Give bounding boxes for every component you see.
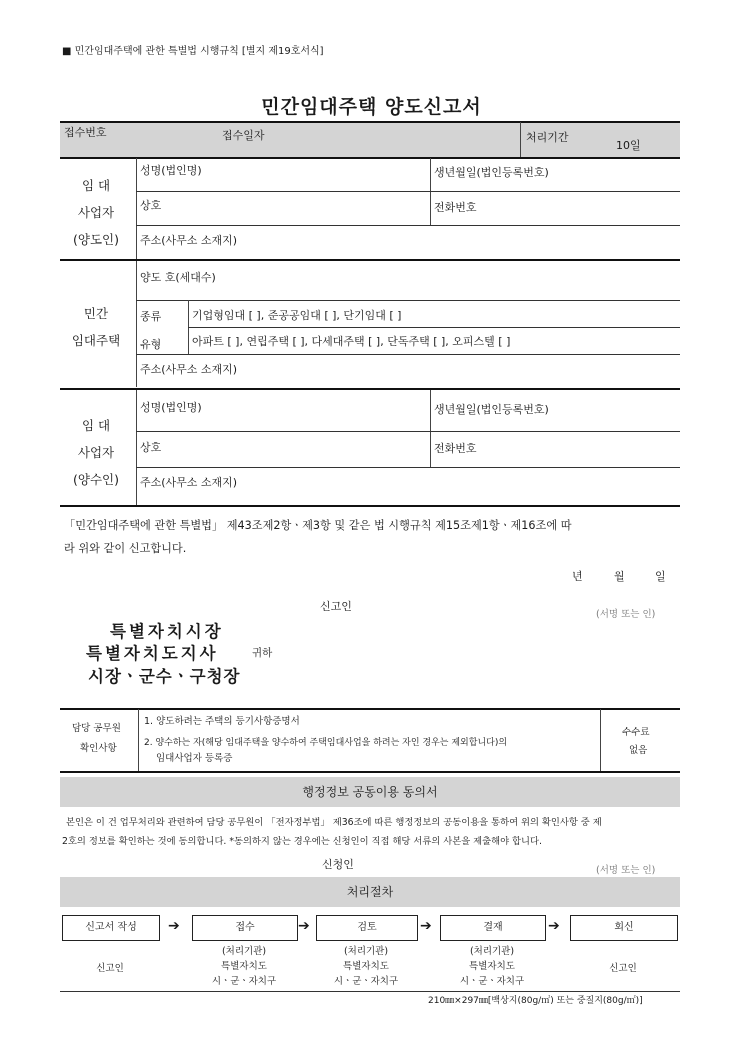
verification-item-2-cont: 임대사업자 등록증	[156, 753, 233, 764]
verification-label-1: 담당 공무원	[72, 723, 121, 734]
transferor-group-label	[60, 172, 132, 253]
transferee-row-rule-2	[136, 467, 680, 468]
actor-line: 신고인	[96, 963, 124, 974]
consent-line-2: 2호의 정보를 확인하는 것에 동의합니다. *동의하지 않는 경우에는 신청인이 직접 해당 서류의 사본을 제출해야 합니다.	[62, 836, 542, 847]
verification-label-2: 확인사항	[80, 743, 117, 754]
procedure-title: 처리절차	[60, 877, 680, 907]
receipt-band	[60, 122, 680, 158]
housing-form-options: 아파트 [ ], 연립주택 [ ], 다세대주택 [ ], 단독주택 [ ], 오피스텔 [ ]	[192, 335, 511, 348]
actor-line: 시ㆍ군ㆍ자치구	[211, 976, 277, 987]
transferor-col-divider	[430, 158, 431, 226]
step-write: 신고서 작성	[62, 915, 160, 941]
housing-line-1: 민간	[83, 306, 109, 321]
transferee-trade-field: 상호	[140, 441, 162, 454]
addressee-line-2: 특별자치도지사	[86, 644, 219, 663]
consent-line-1: 본인은 이 건 업무처리와 관련하여 담당 공무원이 「전자정부법」 제36조에 따른 행정정보의 공동이용을 통하여 위의 확인사항 중 제	[66, 817, 602, 828]
actor-line: 특별자치도	[221, 961, 267, 972]
transferee-line-3: (양수인)	[73, 472, 119, 487]
fee-value: 없음	[629, 745, 648, 756]
transferee-line-2: 사업자	[77, 445, 115, 460]
housing-address-field: 주소(사무소 소재지)	[140, 363, 238, 376]
step-approve: 결재	[440, 915, 546, 941]
date-month: 월	[614, 570, 625, 583]
step-reply: 회신	[570, 915, 678, 941]
arrow-icon: ➔	[420, 918, 432, 934]
declarant-label: 신고인	[320, 600, 352, 613]
housing-row-rule-2	[188, 327, 680, 328]
housing-bottom-rule	[60, 388, 680, 390]
actor-line: 시ㆍ군ㆍ자치구	[459, 976, 525, 987]
verification-item-1: 1. 양도하려는 주택의 등기사항증명서	[144, 716, 300, 727]
housing-row-rule-1	[136, 300, 680, 301]
transfer-units-field: 양도 호(세대수)	[140, 271, 216, 284]
verification-item-2: 2. 양수하는 자(해당 임대주택을 양수하여 주택임대사업을 하려는 자인 경우는 제외합니다)의	[144, 738, 508, 748]
step-receive-actor	[192, 944, 296, 989]
declaration-line-1: 「민간임대주택에 관한 특별법」 제43조제2항ㆍ제3항 및 같은 법 시행규칙 제15조제1항ㆍ제16조에 따	[64, 519, 572, 532]
date-year: 년	[572, 570, 583, 583]
housing-type-options: 기업형임대 [ ], 준공공임대 [ ], 단기임대 [ ]	[192, 309, 402, 322]
verification-top-rule	[60, 708, 680, 710]
step-approve-actor	[440, 944, 544, 989]
declaration-line-2: 라 위와 같이 신고합니다.	[64, 542, 187, 555]
consent-title: 행정정보 공동이용 동의서	[60, 777, 680, 807]
verification-left-divider	[138, 709, 139, 771]
housing-form-label: 유형	[140, 338, 162, 351]
date-day: 일	[655, 570, 666, 583]
transferor-birth-field: 생년월일(법인등록번호)	[434, 166, 549, 179]
verification-bottom-rule	[60, 771, 680, 773]
paper-spec: 210㎜×297㎜[백상지(80g/㎡) 또는 중질지(80g/㎡)]	[428, 996, 643, 1006]
housing-line-2: 임대주택	[71, 333, 121, 348]
housing-group-label	[60, 300, 132, 354]
transferee-bottom-rule	[60, 505, 680, 507]
header-marker: ■	[62, 46, 72, 57]
footer-rule	[60, 991, 680, 992]
transferor-line-2: 사업자	[77, 205, 115, 220]
form-header	[62, 42, 324, 57]
transferee-address-field: 주소(사무소 소재지)	[140, 476, 238, 489]
fee-label: 수수료	[622, 727, 650, 738]
page-title: 민간임대주택 양도신고서	[261, 96, 482, 118]
transferor-bottom-rule	[60, 259, 680, 261]
processing-period-label: 처리기간	[526, 131, 569, 144]
transferee-name-field: 성명(법인명)	[140, 401, 202, 414]
transferor-line-1: 임 대	[81, 178, 111, 193]
step-review: 검토	[316, 915, 418, 941]
housing-row-rule-3	[136, 354, 680, 355]
actor-line: 특별자치도	[469, 961, 515, 972]
transferee-birth-field: 생년월일(법인등록번호)	[434, 403, 549, 416]
transferor-phone-field: 전화번호	[434, 201, 477, 214]
receipt-divider	[520, 122, 521, 158]
transferee-line-1: 임 대	[81, 418, 111, 433]
transferee-row-rule-1	[136, 431, 680, 432]
actor-line: 특별자치도	[343, 961, 389, 972]
housing-divider	[136, 261, 137, 387]
actor-line: (처리기관)	[343, 946, 389, 957]
receipt-top-rule	[60, 121, 680, 123]
transferor-line-3: (양도인)	[73, 232, 119, 247]
applicant-sign-hint: (서명 또는 인)	[596, 865, 656, 876]
transferor-trade-field: 상호	[140, 199, 162, 212]
transferee-phone-field: 전화번호	[434, 442, 477, 455]
transferee-divider	[136, 390, 137, 506]
transferor-row-rule-1	[136, 191, 680, 192]
transferor-address-field: 주소(사무소 소재지)	[140, 234, 238, 247]
step-receive: 접수	[192, 915, 298, 941]
step-reply-actor	[570, 961, 676, 976]
housing-type-label: 종류	[140, 310, 162, 323]
transferee-col-divider	[430, 390, 431, 468]
declarant-sign-hint: (서명 또는 인)	[596, 609, 656, 620]
step-write-actor	[62, 961, 158, 976]
transferee-group-label	[60, 412, 132, 493]
addressee-line-1: 특별자치시장	[110, 622, 224, 641]
verification-right-divider	[600, 709, 601, 771]
actor-line: (처리기관)	[221, 946, 267, 957]
arrow-icon: ➔	[298, 918, 310, 934]
actor-line: 시ㆍ군ㆍ자치구	[333, 976, 399, 987]
transferor-divider	[136, 158, 137, 260]
header-text: 민간임대주택에 관한 특별법 시행규칙 [별지 제19호서식]	[74, 46, 324, 57]
arrow-icon: ➔	[548, 918, 560, 934]
receipt-bottom-rule	[60, 157, 680, 159]
arrow-icon: ➔	[168, 918, 180, 934]
addressee-honorific: 귀하	[252, 647, 273, 659]
receipt-number-label: 접수번호	[64, 126, 107, 139]
step-review-actor	[316, 944, 416, 989]
transferor-name-field: 성명(법인명)	[140, 164, 202, 177]
transferor-row-rule-2	[136, 225, 680, 226]
actor-line: (처리기관)	[469, 946, 515, 957]
addressee-line-3: 시장ㆍ군수ㆍ구청장	[88, 667, 241, 686]
processing-period-value: 10일	[616, 139, 641, 152]
actor-line: 신고인	[609, 963, 637, 974]
applicant-label: 신청인	[322, 858, 354, 871]
receipt-date-label: 접수일자	[222, 129, 265, 142]
